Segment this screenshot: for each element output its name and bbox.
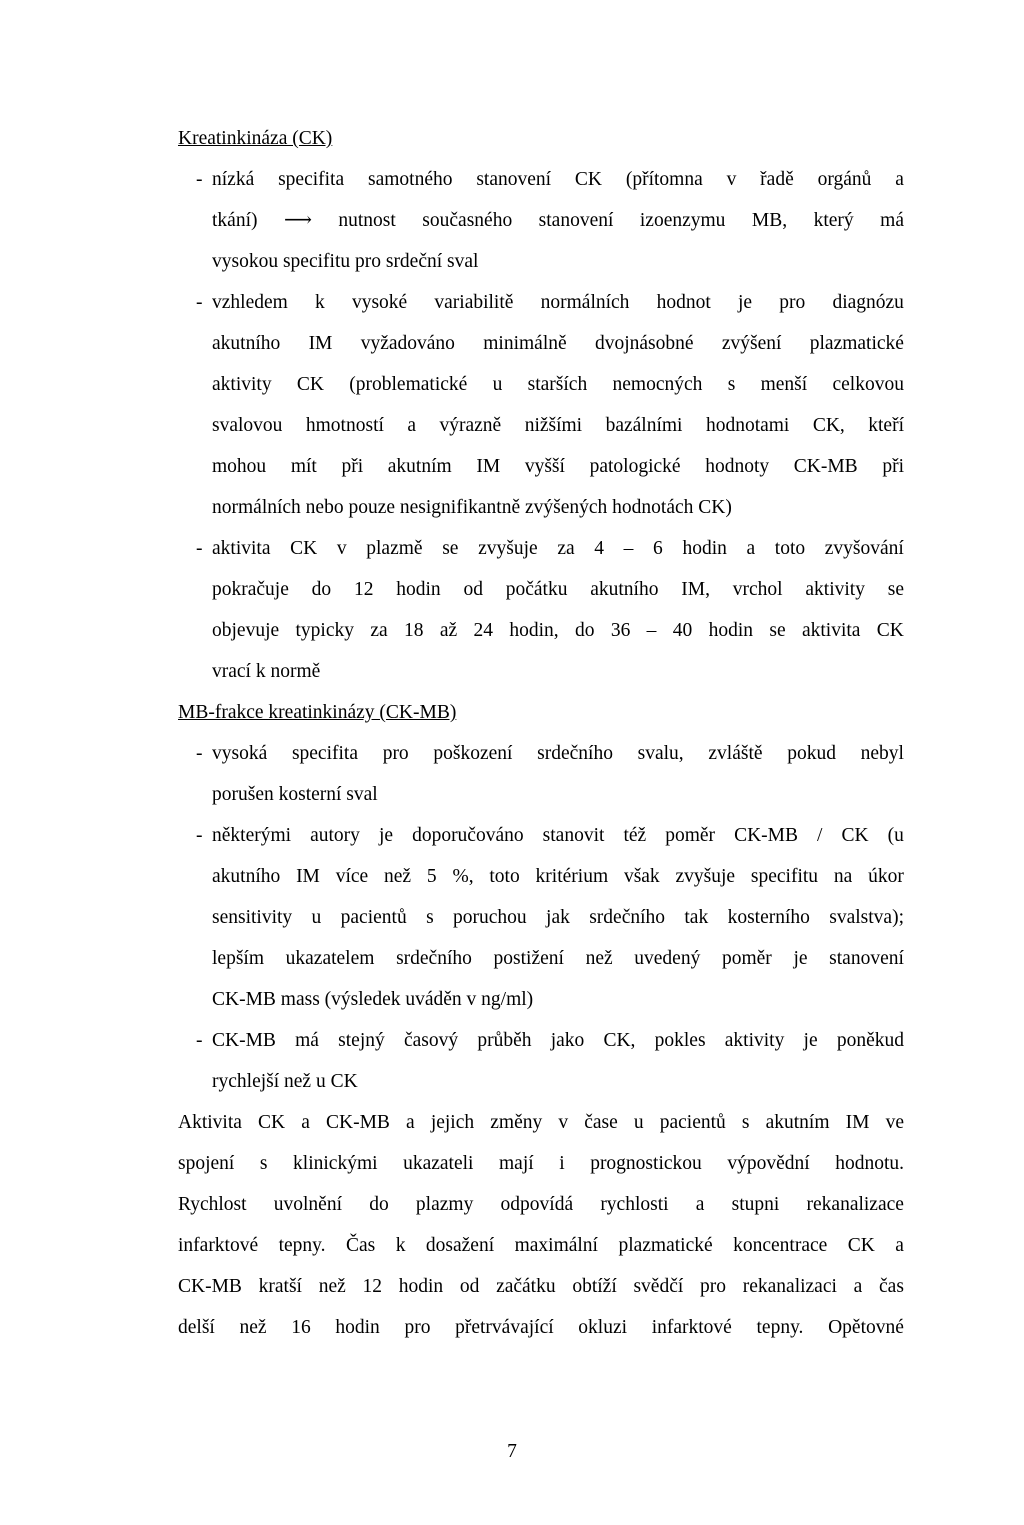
word: infarktové: [651, 1317, 732, 1338]
word: a: [407, 415, 417, 436]
word: některými: [212, 825, 292, 846]
text-line: [212, 856, 904, 897]
word: úkor: [868, 866, 904, 887]
text-line: [212, 405, 904, 446]
text-line: [178, 1307, 904, 1348]
word: patologické: [589, 456, 681, 477]
word: k: [315, 292, 325, 313]
word: CK: [296, 374, 324, 395]
word: 12: [362, 1276, 382, 1297]
word: akutního: [212, 333, 281, 354]
word: 12: [353, 579, 374, 600]
word: pro: [382, 743, 409, 764]
section-heading-ck: Kreatinkináza (CK): [178, 128, 333, 149]
bullet-item: [178, 815, 904, 1020]
word: i: [559, 1153, 565, 1174]
word: Aktivita: [178, 1112, 242, 1133]
text-line: [212, 200, 904, 241]
word: přetrvávající: [455, 1317, 554, 1338]
word: hodin: [335, 1317, 380, 1338]
word: začátku: [496, 1276, 556, 1297]
word: pacientů: [659, 1112, 726, 1133]
word: do: [311, 579, 332, 600]
word: variabilitě: [434, 292, 514, 313]
text-line: [212, 282, 904, 323]
word: než: [318, 1276, 346, 1297]
text-line: [212, 733, 904, 774]
word: než: [585, 948, 613, 969]
word: současného: [422, 210, 513, 231]
word: dvojnásobné: [594, 333, 694, 354]
word: 18: [404, 620, 424, 641]
word: vyžadováno: [360, 333, 455, 354]
word: počátku: [505, 579, 568, 600]
word: svalstva);: [829, 907, 904, 928]
word: ukazateli: [403, 1153, 474, 1174]
word: zvláště: [708, 743, 763, 764]
text-line: [212, 569, 904, 610]
page-content: [178, 118, 904, 1348]
word: stanovení: [829, 948, 904, 969]
word: vysoké: [351, 292, 408, 313]
word: však: [623, 866, 660, 887]
word: obtíží: [572, 1276, 617, 1297]
word: při: [341, 456, 364, 477]
word: akutním: [387, 456, 452, 477]
word: jejich: [430, 1112, 475, 1133]
text-line: [178, 1266, 904, 1307]
word: sensitivity: [212, 907, 293, 928]
word: minimálně: [483, 333, 567, 354]
word: vzhledem: [212, 292, 288, 313]
word: a: [895, 1235, 904, 1256]
word: dosažení: [425, 1235, 495, 1256]
word: je: [793, 948, 808, 969]
word: vrchol: [732, 579, 783, 600]
word: stanovení: [538, 210, 614, 231]
page-number: 7: [507, 1441, 517, 1462]
word: zvyšování: [824, 538, 904, 559]
text-line: [178, 1184, 904, 1225]
word: jako: [550, 1030, 585, 1051]
word: maximální: [514, 1235, 598, 1256]
word: zvyšuje: [478, 538, 538, 559]
word: kteří: [868, 415, 904, 436]
word: od: [463, 579, 483, 600]
word: objevuje: [212, 620, 280, 641]
word: výrazně: [439, 415, 502, 436]
word: vyšší: [524, 456, 565, 477]
word: specifitu: [750, 866, 819, 887]
word: IM: [308, 333, 333, 354]
word: zvýšení: [721, 333, 782, 354]
word: infarktové: [178, 1235, 259, 1256]
bullet-dash: -: [196, 538, 203, 559]
word: akutním: [765, 1112, 830, 1133]
word: 36: [610, 620, 631, 641]
word: než: [384, 866, 412, 887]
word: pro: [404, 1317, 431, 1338]
word: hmotností: [305, 415, 384, 436]
word: výpovědní: [727, 1153, 810, 1174]
word: CK: [841, 825, 869, 846]
word: tepny.: [278, 1235, 326, 1256]
word: hodin: [396, 579, 441, 600]
word: bazálními: [605, 415, 683, 436]
word: rekanalizaci: [742, 1276, 837, 1297]
word: akutního: [212, 866, 281, 887]
word: tepny.: [756, 1317, 804, 1338]
word: pro: [779, 292, 806, 313]
word: Rychlost: [178, 1194, 247, 1215]
word: pokles: [654, 1030, 706, 1051]
word: CK-MB: [793, 456, 858, 477]
text-line: [178, 1225, 904, 1266]
word: 4: [594, 538, 605, 559]
word: poněkud: [836, 1030, 904, 1051]
bullet-item: [178, 282, 904, 528]
word: CK: [847, 1235, 875, 1256]
word: plazmě: [366, 538, 423, 559]
word: 6: [653, 538, 663, 559]
text-line: [212, 446, 904, 487]
word: hodin: [682, 538, 727, 559]
word: a: [301, 1112, 310, 1133]
word: CK: [290, 538, 318, 559]
text-line: vysokou specifitu pro srdeční sval: [212, 251, 479, 272]
word: uvedený: [634, 948, 701, 969]
word: srdečního: [589, 907, 666, 928]
text-line: rychlejší než u CK: [212, 1071, 358, 1092]
word: Čas: [345, 1235, 376, 1256]
word: se: [887, 579, 904, 600]
word: plazmatické: [618, 1235, 713, 1256]
word: 5: [426, 866, 437, 887]
word: stanovení: [476, 169, 552, 190]
word: hodin,: [509, 620, 559, 641]
word: aktivity: [724, 1030, 785, 1051]
word: (u: [887, 825, 904, 846]
text-line: [212, 897, 904, 938]
word: plazmatické: [809, 333, 904, 354]
word: nízká: [212, 169, 255, 190]
word: u: [633, 1112, 644, 1133]
word: spojení: [178, 1153, 235, 1174]
word: IM: [845, 1112, 870, 1133]
word: více: [335, 866, 369, 887]
word: specifita: [278, 169, 345, 190]
word: aktivity: [805, 579, 865, 600]
text-line: [212, 364, 904, 405]
word: tkání): [212, 210, 258, 231]
word: CK,: [812, 415, 845, 436]
word: 24: [473, 620, 493, 641]
text-line: [212, 528, 904, 569]
word: ukazatelem: [285, 948, 375, 969]
word: aktivita: [801, 620, 861, 641]
word: koncentrace: [733, 1235, 828, 1256]
word: za: [557, 538, 575, 559]
word: nižšími: [524, 415, 583, 436]
word: stejný: [338, 1030, 385, 1051]
bullet-item: [178, 159, 904, 282]
word: časový: [403, 1030, 459, 1051]
bullet-dash: -: [196, 169, 203, 190]
word: pacientů: [340, 907, 407, 928]
word: Opětovné: [828, 1317, 904, 1338]
word: až: [439, 620, 458, 641]
word: IM: [296, 866, 320, 887]
section-heading-ck-mb: MB-frakce kreatinkinázy (CK-MB): [178, 702, 457, 723]
bullet-dash: -: [196, 1030, 203, 1051]
word: v: [726, 169, 737, 190]
text-line: [212, 323, 904, 364]
word: specifita: [291, 743, 358, 764]
word: CK: [258, 1112, 286, 1133]
word: tak: [684, 907, 709, 928]
word: kratší: [258, 1276, 302, 1297]
word: s: [727, 374, 736, 395]
word: aktivita: [212, 538, 271, 559]
text-line: [212, 938, 904, 979]
word: pro: [700, 1276, 727, 1297]
word: hodin: [398, 1276, 444, 1297]
word: menší: [760, 374, 808, 395]
word: prognostickou: [590, 1153, 702, 1174]
word: toto: [774, 538, 806, 559]
word: a: [853, 1276, 863, 1297]
word: čase: [584, 1112, 618, 1133]
word: změny: [490, 1112, 543, 1133]
word: nebyl: [860, 743, 904, 764]
word: rychlosti: [600, 1194, 669, 1215]
word: u: [492, 374, 503, 395]
word: při: [882, 456, 904, 477]
text-line: [178, 1102, 904, 1143]
word: CK-MB: [178, 1276, 242, 1297]
bullet-item: [178, 528, 904, 692]
word: je: [803, 1030, 818, 1051]
word: normálních: [540, 292, 630, 313]
word: řadě: [760, 169, 794, 190]
word: jak: [546, 907, 570, 928]
word: delší: [178, 1317, 215, 1338]
word: a: [895, 169, 904, 190]
word: poškození: [433, 743, 513, 764]
word: mají: [499, 1153, 534, 1174]
word: svědčí: [633, 1276, 684, 1297]
word: průběh: [477, 1030, 532, 1051]
word: hodnotami: [705, 415, 790, 436]
word: u: [311, 907, 322, 928]
bullet-dash: -: [196, 292, 203, 313]
word: pokračuje: [212, 579, 289, 600]
word: IM: [476, 456, 501, 477]
word: poruchou: [453, 907, 527, 928]
word: má: [880, 210, 904, 231]
word: CK-MB: [212, 1030, 276, 1051]
word: –: [623, 538, 634, 559]
word: hodnoty: [705, 456, 770, 477]
word: je: [737, 292, 753, 313]
word: starších: [527, 374, 588, 395]
text-line: [212, 159, 904, 200]
word: celkovou: [832, 374, 904, 395]
word: –: [646, 620, 657, 641]
word: čas: [879, 1276, 904, 1297]
word: poměr: [721, 948, 772, 969]
word: autory: [310, 825, 360, 846]
body-paragraph: [178, 1102, 904, 1348]
word: typicky: [295, 620, 354, 641]
text-line: vrací k normě: [212, 661, 321, 682]
word: rekanalizace: [806, 1194, 904, 1215]
text-line: [212, 815, 904, 856]
word: hodnot: [656, 292, 711, 313]
word: k: [395, 1235, 406, 1256]
word: lepším: [212, 948, 264, 969]
word: též: [623, 825, 647, 846]
bullet-dash: -: [196, 825, 203, 846]
word: vysoká: [212, 743, 268, 764]
word: se: [442, 538, 459, 559]
word: izoenzymu: [639, 210, 726, 231]
word: toto: [489, 866, 520, 887]
word: na: [833, 866, 853, 887]
word: svalu,: [637, 743, 684, 764]
word: stanovit: [542, 825, 605, 846]
text-line: [212, 1020, 904, 1061]
word: CK: [876, 620, 904, 641]
word: poměr: [665, 825, 716, 846]
word: ⟶: [283, 210, 312, 231]
word: s: [741, 1112, 750, 1133]
word: za: [370, 620, 388, 641]
word: (přítomna: [625, 169, 703, 190]
bullet-dash: -: [196, 743, 203, 764]
word: mít: [290, 456, 317, 477]
word: než: [239, 1317, 267, 1338]
word: kritérium: [535, 866, 609, 887]
word: CK: [574, 169, 602, 190]
word: s: [426, 907, 434, 928]
word: CK,: [603, 1030, 636, 1051]
word: nemocných: [612, 374, 703, 395]
word: IM,: [681, 579, 710, 600]
word: srdečního: [537, 743, 613, 764]
word: stupni: [731, 1194, 780, 1215]
word: a: [695, 1194, 705, 1215]
word: akutního: [590, 579, 659, 600]
word: a: [746, 538, 756, 559]
text-line: porušen kosterní sval: [212, 784, 378, 805]
word: svalovou: [212, 415, 283, 436]
word: samotného: [367, 169, 453, 190]
word: a: [406, 1112, 415, 1133]
word: aktivity: [212, 374, 272, 395]
word: 40: [672, 620, 693, 641]
bullet-item: [178, 733, 904, 815]
word: kosterního: [727, 907, 810, 928]
text-line: [178, 1143, 904, 1184]
word: CK-MB: [326, 1112, 390, 1133]
word: CK-MB: [734, 825, 798, 846]
word: postižení: [493, 948, 564, 969]
word: odpovídá: [500, 1194, 574, 1215]
text-line: [212, 610, 904, 651]
word: má: [295, 1030, 319, 1051]
word: /: [817, 825, 823, 846]
word: pokud: [787, 743, 836, 764]
text-line: CK-MB mass (výsledek uváděn v ng/ml): [212, 989, 534, 1010]
word: hodin: [708, 620, 754, 641]
word: hodnotu.: [835, 1153, 904, 1174]
word: v: [558, 1112, 569, 1133]
word: %,: [452, 866, 474, 887]
word: v: [336, 538, 347, 559]
word: MB,: [751, 210, 788, 231]
word: s: [259, 1153, 268, 1174]
word: diagnózu: [832, 292, 904, 313]
word: je: [378, 825, 394, 846]
word: uvolnění: [273, 1194, 343, 1215]
word: do: [574, 620, 595, 641]
word: ve: [885, 1112, 904, 1133]
word: orgánů: [817, 169, 872, 190]
word: (problematické: [349, 374, 468, 395]
word: okluzi: [578, 1317, 628, 1338]
word: nutnost: [338, 210, 396, 231]
word: který: [813, 210, 854, 231]
word: od: [459, 1276, 480, 1297]
word: doporučováno: [412, 825, 524, 846]
word: se: [769, 620, 786, 641]
word: plazmy: [415, 1194, 474, 1215]
word: zvyšuje: [675, 866, 736, 887]
word: klinickými: [293, 1153, 378, 1174]
word: 16: [291, 1317, 311, 1338]
word: do: [369, 1194, 389, 1215]
text-line: normálních nebo pouze nesignifikantně zvýšených hodnotách CK): [212, 497, 732, 518]
word: mohou: [212, 456, 267, 477]
word: srdečního: [396, 948, 472, 969]
bullet-item: [178, 1020, 904, 1102]
